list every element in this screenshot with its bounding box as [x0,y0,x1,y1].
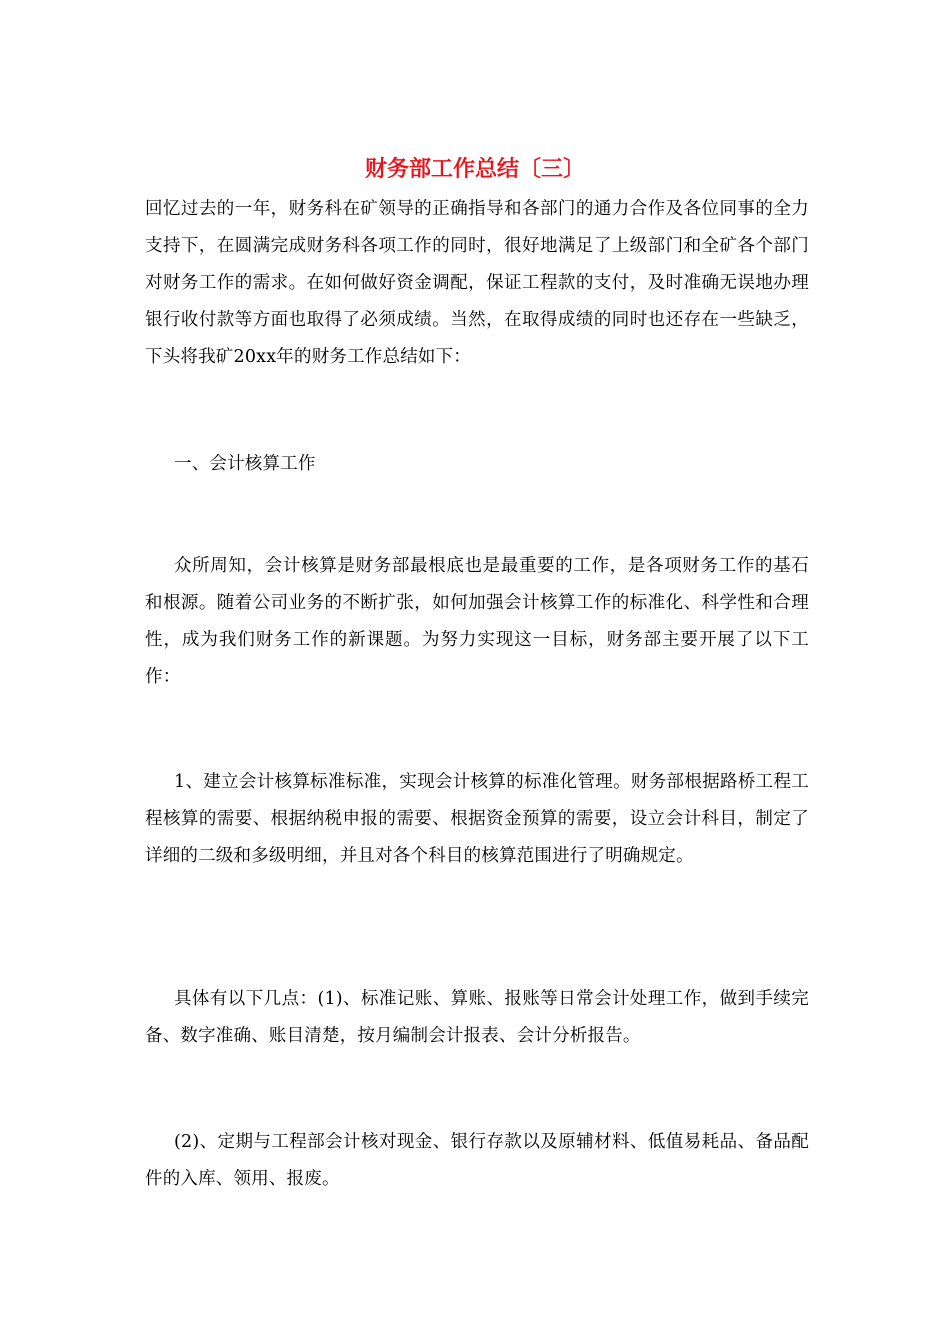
details-paragraph: 具体有以下几点：(1)、标准记账、算账、报账等日常会计处理工作，做到手续完备、数字准确、账目清楚，按月编制会计报表、会计分析报告。 [145,989,809,1046]
accounting-paragraph: 众所周知，会计核算是财务部最根底也是最重要的工作，是各项财务工作的基石和根源。随着公司业务的不断扩张，如何加强会计核算工作的标准化、科学性和合理性，成为我们财务工作的新课题。为努力实现这一目标，财务部主要开展了以下工作： [145,556,809,687]
item-2-paragraph: (2)、定期与工程部会计核对现金、银行存款以及原辅材料、低值易耗品、备品配件的入库、领用、报废。 [145,1132,809,1189]
section-heading-accounting: 一、会计核算工作 [174,454,316,474]
intro-paragraph: 回忆过去的一年，财务科在矿领导的正确指导和各部门的通力合作及各位同事的全力支持下，在圆满完成财务科各项工作的同时，很好地满足了上级部门和全矿各个部门对财务工作的需求。在如何做好资金调配，保证工程款的支付，及时准确无误地办理银行收付款等方面也取得了必须成绩。当然，在取得成绩的同时也还存在一些缺乏，下头将我矿20xx年的财务工作总结如下： [145,199,809,367]
item-1-paragraph: 1、建立会计核算标准标准，实现会计核算的标准化管理。财务部根据路桥工程工程核算的需要、根据纳税申报的需要、根据资金预算的需要，设立会计科目，制定了详细的二级和多级明细，并且对各个科目的核算范围进行了明确规定。 [145,772,809,866]
document-title: 财务部工作总结〔三〕 [364,156,585,182]
